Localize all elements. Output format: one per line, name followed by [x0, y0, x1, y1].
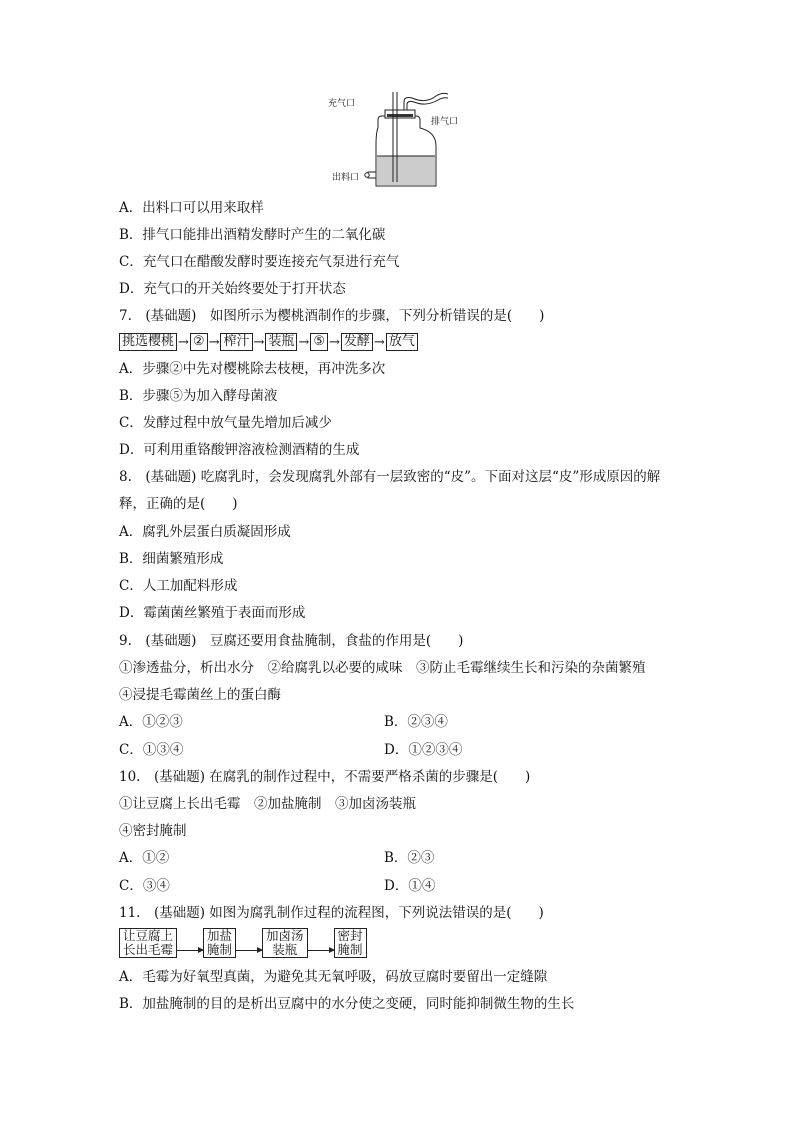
q8-option-c: C．人工加配料形成	[119, 578, 238, 594]
q6-option-d: D．充气口的开关始终要处于打开状态	[119, 281, 346, 297]
q7-option-c: C．发酵过程中放气量先增加后减少	[119, 415, 332, 431]
q8-option-b: B．细菌繁殖形成	[119, 551, 224, 567]
arrow-icon: →	[253, 334, 265, 350]
arrow-icon	[308, 950, 334, 951]
flow-step-line: 加卤汤	[266, 928, 304, 943]
q9-option-d: D．①②③④	[384, 742, 463, 758]
q8-option-d: D．霉菌菌丝繁殖于表面而形成	[119, 605, 306, 621]
q7-option-a: A．步骤②中先对樱桃除去枝梗，再冲洗多次	[119, 361, 386, 377]
flow-step: 发酵	[341, 333, 373, 351]
label-exhaust: 排气口	[431, 117, 459, 127]
flow-step	[262, 928, 308, 958]
q9-option-a: A．①②③	[119, 714, 183, 730]
flow-step	[203, 928, 236, 958]
arrow-icon: →	[178, 334, 189, 350]
q11-flow-chart	[119, 928, 367, 958]
q11-option-a: A．毛霉为好氧型真菌，为避免其无氧呼吸，码放豆腐时要留出一定缝隙	[119, 969, 548, 985]
q9-items-line2: ④浸提毛霉菌丝上的蛋白酶	[119, 687, 281, 703]
q10-stem: 10. (基础题) 在腐乳的制作过程中，不需要严格杀菌的步骤是( )	[119, 769, 531, 785]
flow-step-line: 腌制	[337, 942, 363, 957]
q11-stem: 11. (基础题) 如图为腐乳制作过程的流程图，下列说法错误的是( )	[119, 905, 544, 921]
arrow-icon: →	[298, 334, 310, 350]
q8-stem-line1: 8. (基础题) 吃腐乳时，会发现腐乳外部有一层致密的“皮”。下面对这层“皮”形成原因的解	[119, 469, 661, 485]
q10-option-c: C．③④	[119, 878, 170, 894]
q8-option-a: A．腐乳外层蛋白质凝固形成	[119, 524, 291, 540]
q9-option-b: B．②③④	[384, 714, 448, 730]
q10-option-d: D．①④	[384, 878, 436, 894]
q11-option-b: B．加盐腌制的目的是析出豆腐中的水分使之变硬，同时能抑制微生物的生长	[119, 996, 575, 1012]
flow-step	[119, 928, 177, 958]
q9-items-line1: ①渗透盐分，析出水分 ②给腐乳以必要的咸味 ③防止毛霉继续生长和污染的杂菌繁殖	[119, 660, 646, 676]
flow-step-line: 装瓶	[272, 942, 298, 957]
flow-step: ⑤	[310, 333, 328, 351]
q7-stem: 7. (基础题) 如图所示为樱桃酒制作的步骤，下列分析错误的是( )	[119, 308, 545, 324]
arrow-icon	[177, 950, 203, 951]
flow-step: ②	[190, 333, 208, 351]
label-inlet: 充气口	[328, 99, 356, 109]
flow-step: 放气	[386, 333, 418, 351]
q9-option-c: C．①③④	[119, 742, 184, 758]
arrow-icon: →	[208, 334, 220, 350]
q10-items-line2: ④密封腌制	[119, 823, 187, 839]
q10-option-b: B．②③	[384, 850, 435, 866]
q6-option-a: A．出料口可以用来取样	[119, 200, 264, 216]
arrow-icon	[236, 950, 262, 951]
q6-option-b: B．排气口能排出酒精发酵时产生的二氧化碳	[119, 227, 386, 243]
q8-stem-line2: 释，正确的是( )	[119, 496, 238, 512]
arrow-icon: →	[328, 334, 340, 350]
arrow-icon: →	[373, 334, 385, 350]
flow-step-line: 腌制	[207, 942, 233, 957]
q7-option-d: D．可利用重铬酸钾溶液检测酒精的生成	[119, 442, 360, 458]
flow-step-line: 加盐	[207, 928, 233, 943]
q7-flow-chart	[119, 333, 418, 351]
label-outlet: 出料口	[332, 173, 360, 183]
q7-option-b: B．步骤⑤为加入酵母菌液	[119, 388, 278, 404]
q6-option-c: C．充气口在醋酸发酵时要连接充气泵进行充气	[119, 254, 400, 270]
q10-items-line1: ①让豆腐上长出毛霉 ②加盐腌制 ③加卤汤装瓶	[119, 796, 416, 812]
q10-option-a: A．①②	[119, 850, 170, 866]
flow-step: 装瓶	[265, 333, 297, 351]
flow-step-line: 长出毛霉	[123, 942, 174, 957]
q9-stem: 9. (基础题) 豆腐还要用食盐腌制，食盐的作用是( )	[119, 633, 464, 649]
flow-step-line: 让豆腐上	[123, 928, 174, 943]
flow-step: 榨汁	[220, 333, 252, 351]
fermentation-bottle-figure	[330, 92, 460, 192]
flow-step-line: 密封	[337, 928, 363, 943]
flow-step	[334, 928, 367, 958]
flow-step: 挑选樱桃	[119, 333, 177, 351]
